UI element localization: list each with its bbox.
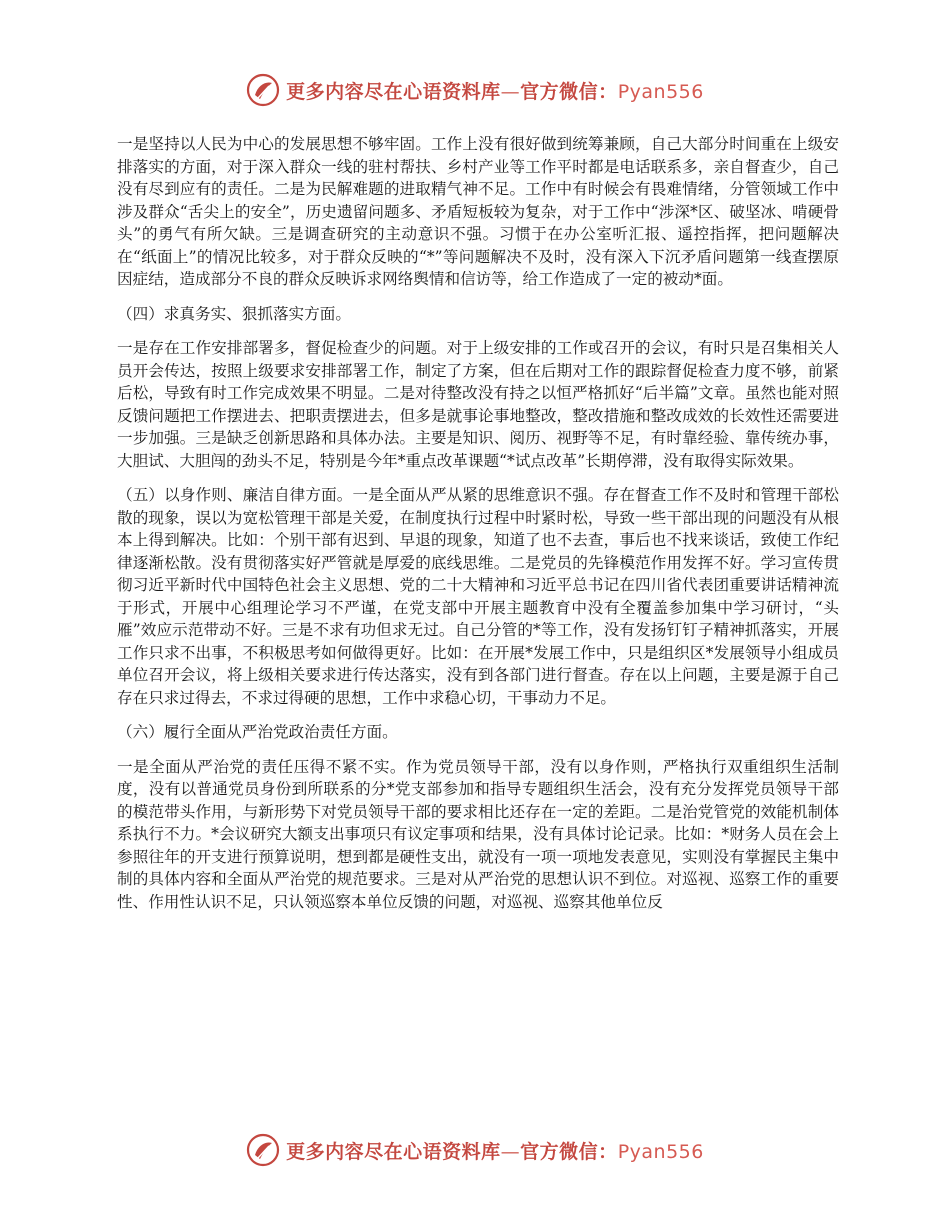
brand-logo-icon xyxy=(246,73,280,107)
banner-text xyxy=(286,1137,704,1164)
banner-wechat-id: Pyan556 xyxy=(617,80,704,103)
banner-text xyxy=(286,77,704,104)
footer-watermark-banner xyxy=(0,1130,950,1170)
banner-wechat-label: 官方微信： xyxy=(520,80,618,103)
banner-separator: — xyxy=(500,80,521,103)
paragraph-self-discipline: （五）以身作则、廉洁自律方面。一是全面从严从紧的思维意识不强。存在督查工作不及时和管理干部松散的现象，误以为宽松管理干部是关爱，在制度执行过程中时紧时松，导致一些干部出现的问题没有从根本上得到解决。比如：个别干部有迟到、早退的现象，知道了也不去查，事后也不找来谈话，致使工作纪律逐渐松散。没有贯彻落实好严管就是厚爱的底线思维。二是党员的先锋模范作用发挥不好。学习宣传贯彻习近平新时代中国特色社会主义思想、党的二十大精神和习近平总书记在四川省代表团重要讲话精神流于形式，开展中心组理论学习不严谨，在党支部中开展主题教育中没有全覆盖参加集中学习研讨，“头雁”效应示范带动不好。三是不求有功但求无过。自己分管的*等工作，没有发扬钉钉子精神抓落实，开展工作只求不出事，不积极思考如何做得更好。比如：在开展*发展工作中，只是组织区*发展领导小组成员单位召开会议，将上级相关要求进行传达落实，没有到各部门进行督查。存在以上问题，主要是源于自己存在只求过得去，不求过得硬的思想，工作中求稳心切，干事动力不足。 xyxy=(117,486,839,707)
paragraph-people-centered: 一是坚持以人民为中心的发展思想不够牢固。工作上没有很好做到统筹兼顾，自己大部分时间重在上级安排落实的方面，对于深入群众一线的驻村帮扶、乡村产业等工作平时都是电话联系多，亲自督查少，自己没有尽到应有的责任。二是为民解难题的进取精气神不足。工作中有时候会有畏难情绪，分管领域工作中涉及群众“舌尖上的安全”，历史遗留问题多、矛盾短板较为复杂，对于工作中“涉深*区、破坚冰、啃硬骨头”的勇气有所欠缺。三是调查研究的主动意识不强。习惯于在办公室听汇报、遥控指挥，把问题解决在“纸面上”的情况比较多，对于群众反映的“*”等问题解决不及时，没有深入下沉矛盾问题第一线查摆原因症结，造成部分不良的群众反映诉求网络舆情和信访等，给工作造成了一定的被动*面。 xyxy=(117,135,839,288)
banner-separator: — xyxy=(500,1140,521,1163)
banner-wechat-label: 官方微信： xyxy=(520,1140,618,1163)
document-body xyxy=(117,133,839,925)
section-heading-4: （四）求真务实、狠抓落实方面。 xyxy=(117,304,351,323)
paragraph-implementation: 一是存在工作安排部署多，督促检查少的问题。对于上级安排的工作或召开的会议，有时只是召集相关人员开会传达，按照上级要求安排部署工作，制定了方案，但在后期对工作的跟踪督促检查力度不够，前紧后松，导致有时工作完成效果不明显。二是对待整改没有持之以恒严格抓好“后半篇”文章。虽然也能对照反馈问题把工作摆进去、把职责摆进去，但多是就事论事地整改，整改措施和整改成效的长效性还需要进一步加强。三是缺乏创新思路和具体办法。主要是知识、阅历、视野等不足，有时靠经验、靠传统办事，大胆试、大胆闯的劲头不足，特别是今年*重点改革课题“*试点改革”长期停滞，没有取得实际效果。 xyxy=(117,339,839,470)
banner-wechat-id: Pyan556 xyxy=(617,1140,704,1163)
brand-logo-icon xyxy=(246,1133,280,1167)
paragraph-party-governance: 一是全面从严治党的责任压得不紧不实。作为党员领导干部，没有以身作则，严格执行双重组织生活制度，没有以普通党员身份到所联系的分*党支部参加和指导专题组织生活会，没有充分发挥党员领导干部的模范带头作用，与新形势下对党员领导干部的要求相比还存在一定的差距。二是治党管党的效能机制体系执行不力。*会议研究大额支出事项只有议定事项和结果，没有具体讨论记录。比如：*财务人员在会上参照往年的开支进行预算说明，想到都是硬性支出，就没有一项一项地发表意见，实则没有掌握民主集中制的具体内容和全面从严治党的规范要求。三是对从严治党的思想认识不到位。对巡视、巡察工作的重要性、作用性认识不足，只认领巡察本单位反馈的问题，对巡视、巡察其他单位反 xyxy=(117,757,839,911)
section-heading-6: （六）履行全面从严治党政治责任方面。 xyxy=(117,723,398,741)
header-watermark-banner xyxy=(0,70,950,110)
banner-main-text: 更多内容尽在心语资料库 xyxy=(286,80,501,103)
banner-main-text: 更多内容尽在心语资料库 xyxy=(286,1140,501,1163)
